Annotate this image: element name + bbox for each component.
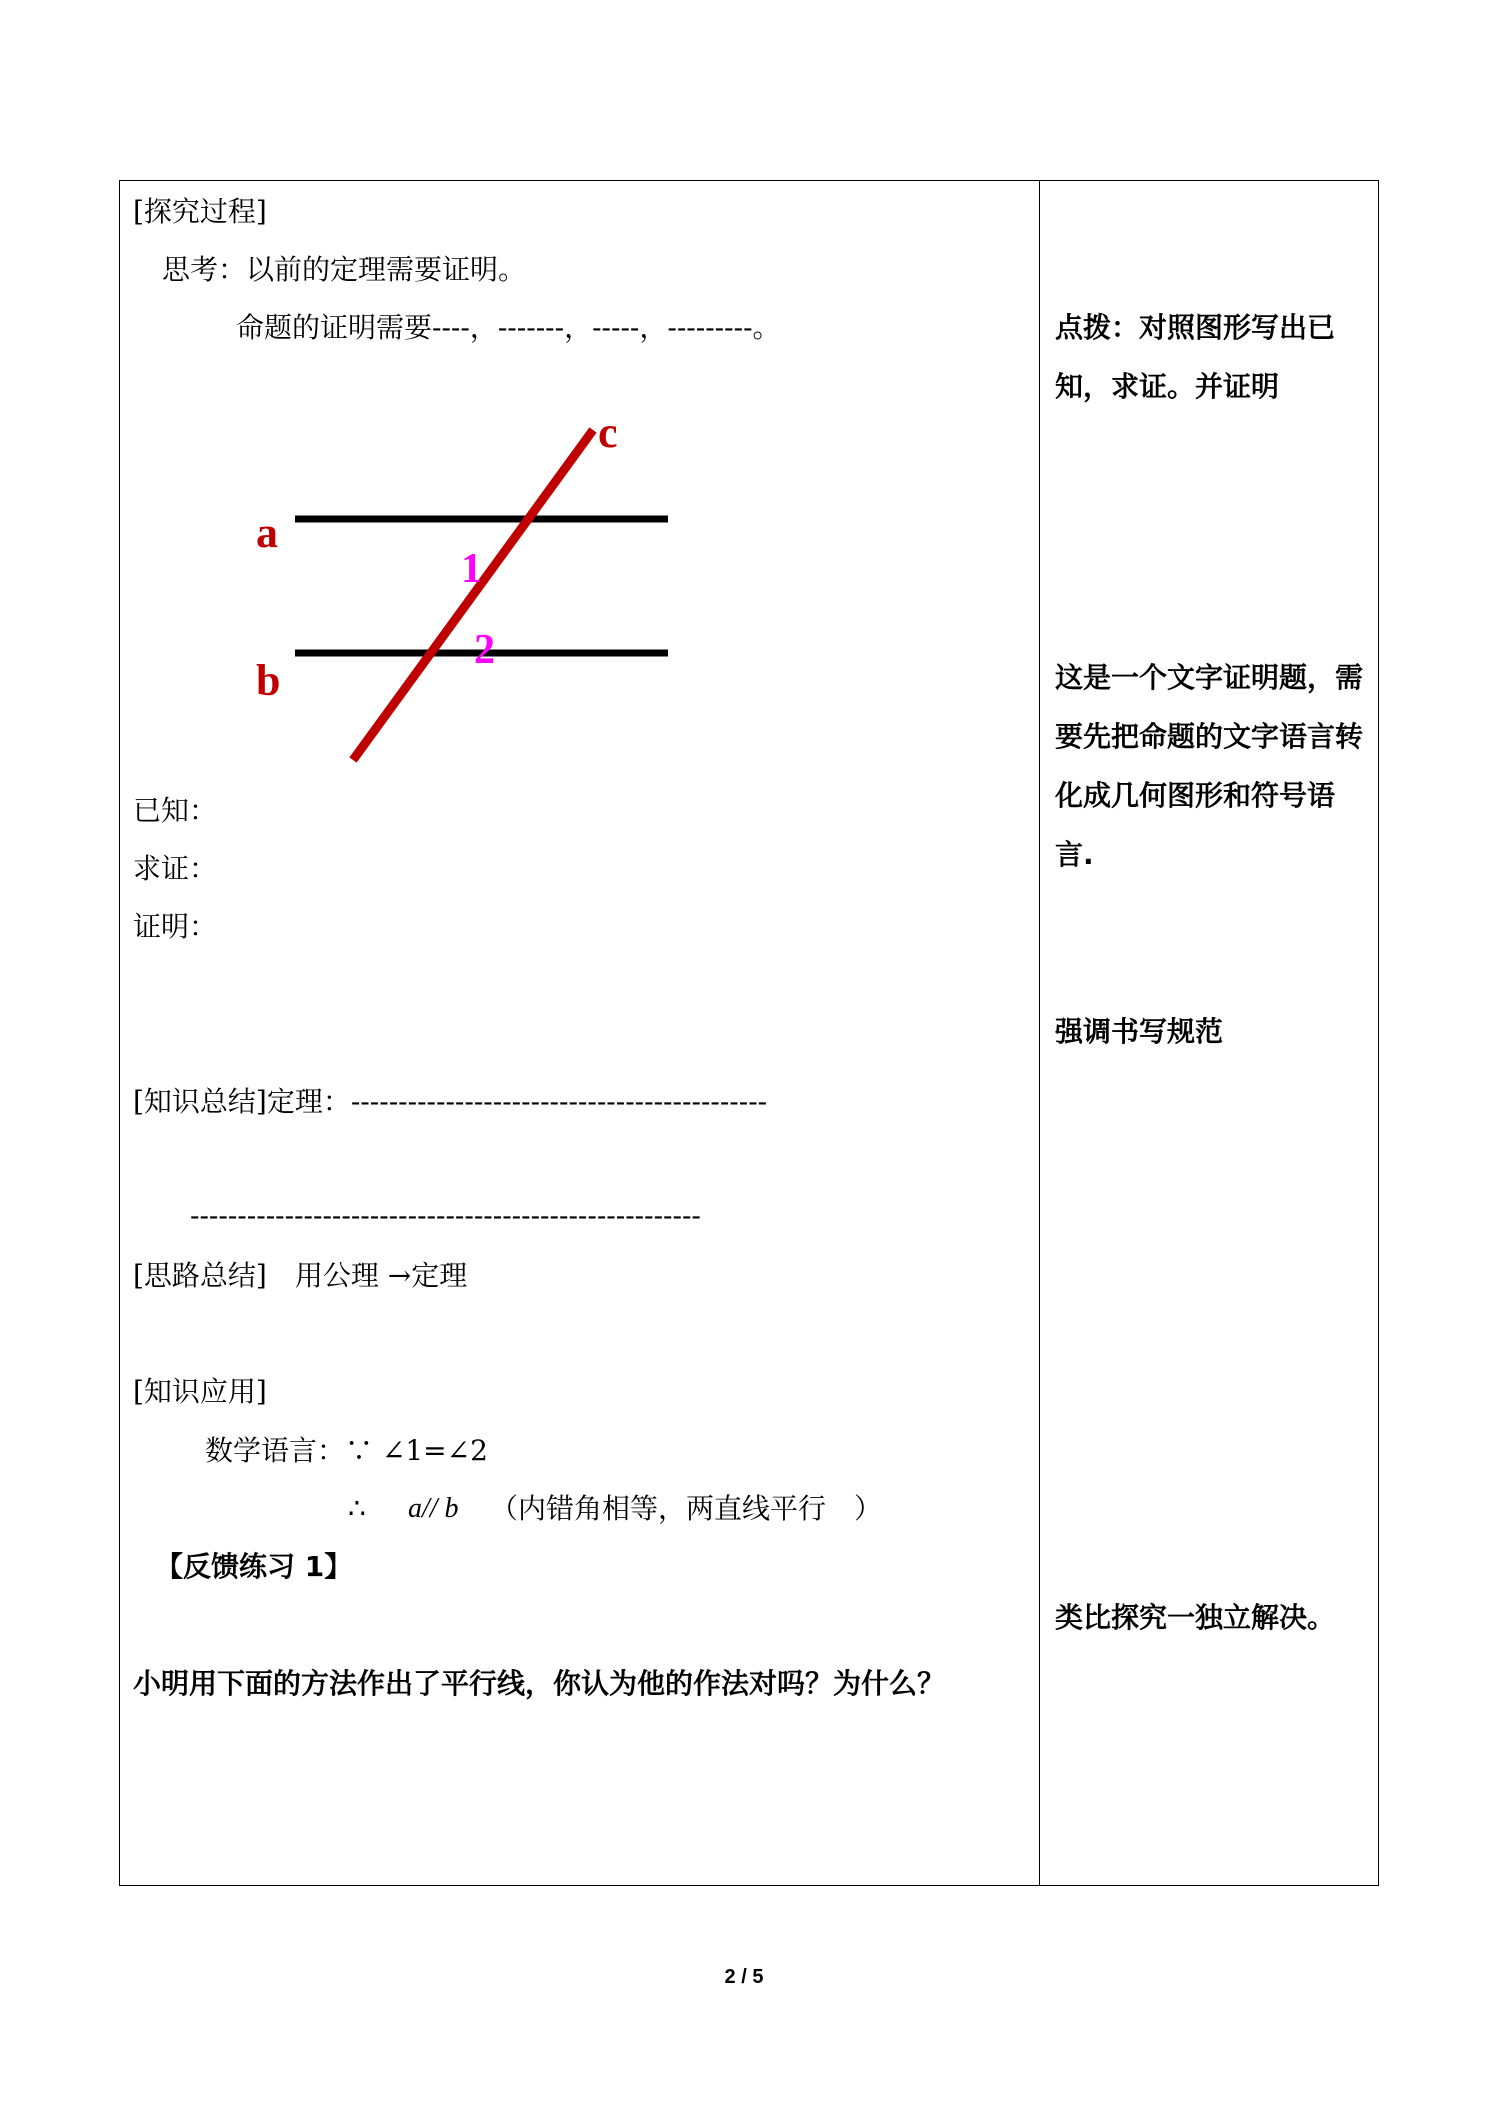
therefore-symbol: ∴ (348, 1492, 366, 1525)
therefore-reason: （内错角相等，两直线平行 ） (490, 1492, 883, 1525)
label-b: b (256, 656, 281, 705)
page-number: 2 / 5 (724, 1966, 764, 1988)
transversal-c (353, 430, 593, 760)
dashes-line: ------------------------------------------------------ (190, 1199, 701, 1232)
hint-writing-standard: 强调书写规范 (1055, 1015, 1224, 1048)
section-explore-heading: [探究过程] (133, 195, 267, 228)
knowledge-apply-heading: [知识应用] (133, 1375, 267, 1408)
question-text: 小明用下面的方法作出了平行线，你认为他的作法对吗？为什么？ (133, 1667, 946, 1700)
column-divider (1039, 180, 1040, 1886)
hint-compare-figure: 点拨：对照图形写出已知，求证。并证明 (1055, 311, 1336, 403)
feedback-title: 【反馈练习 1】 (155, 1550, 353, 1583)
therefore-expression: a// b (408, 1493, 459, 1524)
given-label: 已知： (133, 794, 218, 827)
hint-text-proof: 这是一个文字证明题，需要先把命题的文字语言转化成几何图形和符号语言. (1055, 661, 1364, 871)
prove-label: 求证： (133, 852, 218, 885)
knowledge-summary-line: [知识总结]定理：-------------------------------------------- (133, 1085, 768, 1118)
idea-summary-line: [思路总结] 用公理 →定理 (133, 1259, 468, 1292)
label-a: a (256, 508, 278, 557)
hint-analogy: 类比探究一独立解决。 (1055, 1601, 1336, 1634)
proof-steps-line: 命题的证明需要----，-------，-----，---------。 (236, 311, 781, 344)
proof-label: 证明： (133, 910, 218, 943)
parallel-lines-figure (240, 410, 700, 790)
angle-label-1: 1 (461, 546, 482, 592)
label-c: c (598, 410, 618, 457)
think-line: 思考：以前的定理需要证明。 (162, 253, 527, 286)
math-language-line: 数学语言：∵ ∠1=∠2 (205, 1434, 488, 1467)
angle-label-2: 2 (474, 627, 495, 673)
